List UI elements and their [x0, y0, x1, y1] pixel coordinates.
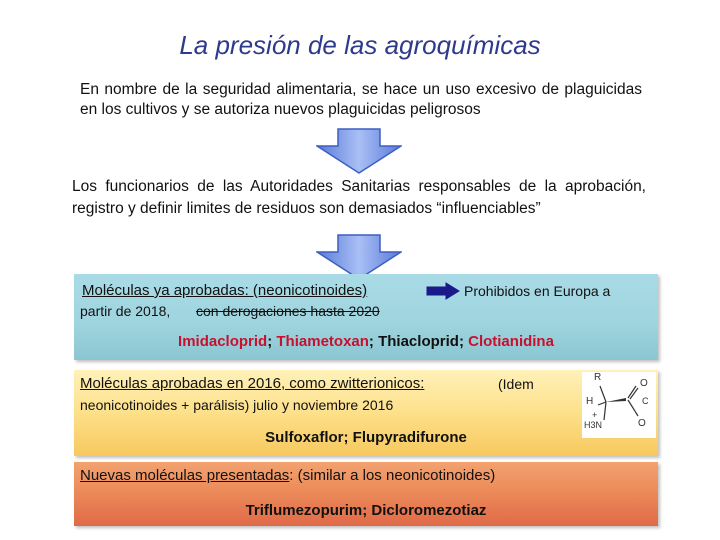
right-arrow-icon: [426, 282, 460, 300]
atom-o-top: O: [640, 378, 648, 389]
atom-o-bottom: O: [638, 418, 646, 429]
atom-h: H: [586, 396, 594, 407]
box1-molecules: Imidacloprid; Thiametoxan; Thiacloprid; Clotianidina: [178, 333, 554, 350]
box2-heading: Moléculas aprobadas en 2016, como zwitterionicos:: [80, 375, 425, 392]
page-title: La presión de las agroquímicas: [179, 30, 541, 60]
box1-banned-text: Prohibidos en Europa a: [464, 283, 611, 299]
box2-note: (Idem: [498, 376, 534, 392]
intro-paragraph: En nombre de la seguridad alimentaria, se hace un uso excesivo de plaguicidas en los cultivos y se autoriza nuevos plaguicidas peligrosos: [80, 81, 642, 118]
molecule-thiametoxan: Thiametoxan: [276, 333, 369, 350]
atom-r: R: [594, 372, 602, 383]
box1-heading: Moléculas ya aprobadas: (neonicotinoides): [82, 282, 368, 299]
atom-hn: H3N: [584, 420, 603, 430]
molecule-imidacloprid: Imidacloprid: [178, 333, 268, 350]
approved-molecules-box: [74, 274, 658, 360]
officials-paragraph: Los funcionarios de las Autoridades Sanitarias responsables de la aprobación, registro y definir limites de residuos son demasiados “influenciables”: [72, 178, 646, 217]
zwitterion-structure-icon: [582, 372, 656, 438]
box3-heading: [80, 467, 495, 484]
box3-molecules: Triflumezopurim; Dicloromezotiaz: [245, 502, 487, 519]
box3-heading-underlined: Nuevas moléculas presentadas: [80, 467, 290, 484]
box1-banned-cont: partir de 2018,: [80, 303, 171, 319]
atom-c: C: [642, 396, 649, 406]
box3-heading-rest: : (similar a los neonicotinoides): [289, 467, 496, 484]
box2-molecules: Sulfoxaflor; Flupyradifurone: [265, 429, 467, 446]
new-molecules-box: [74, 462, 658, 526]
zwitterionic-molecules-box: [74, 370, 658, 456]
molecule-clotianidina: Clotianidina: [468, 333, 554, 350]
charge-plus: +: [592, 410, 598, 420]
box1-struck-text: con derogaciones hasta 2020: [196, 303, 380, 319]
down-arrow-icon-1: [316, 128, 402, 174]
molecule-thiacloprid: Thiacloprid: [378, 333, 459, 350]
box2-note-cont: neonicotinoides + parálisis) julio y noviembre 2016: [80, 397, 394, 413]
